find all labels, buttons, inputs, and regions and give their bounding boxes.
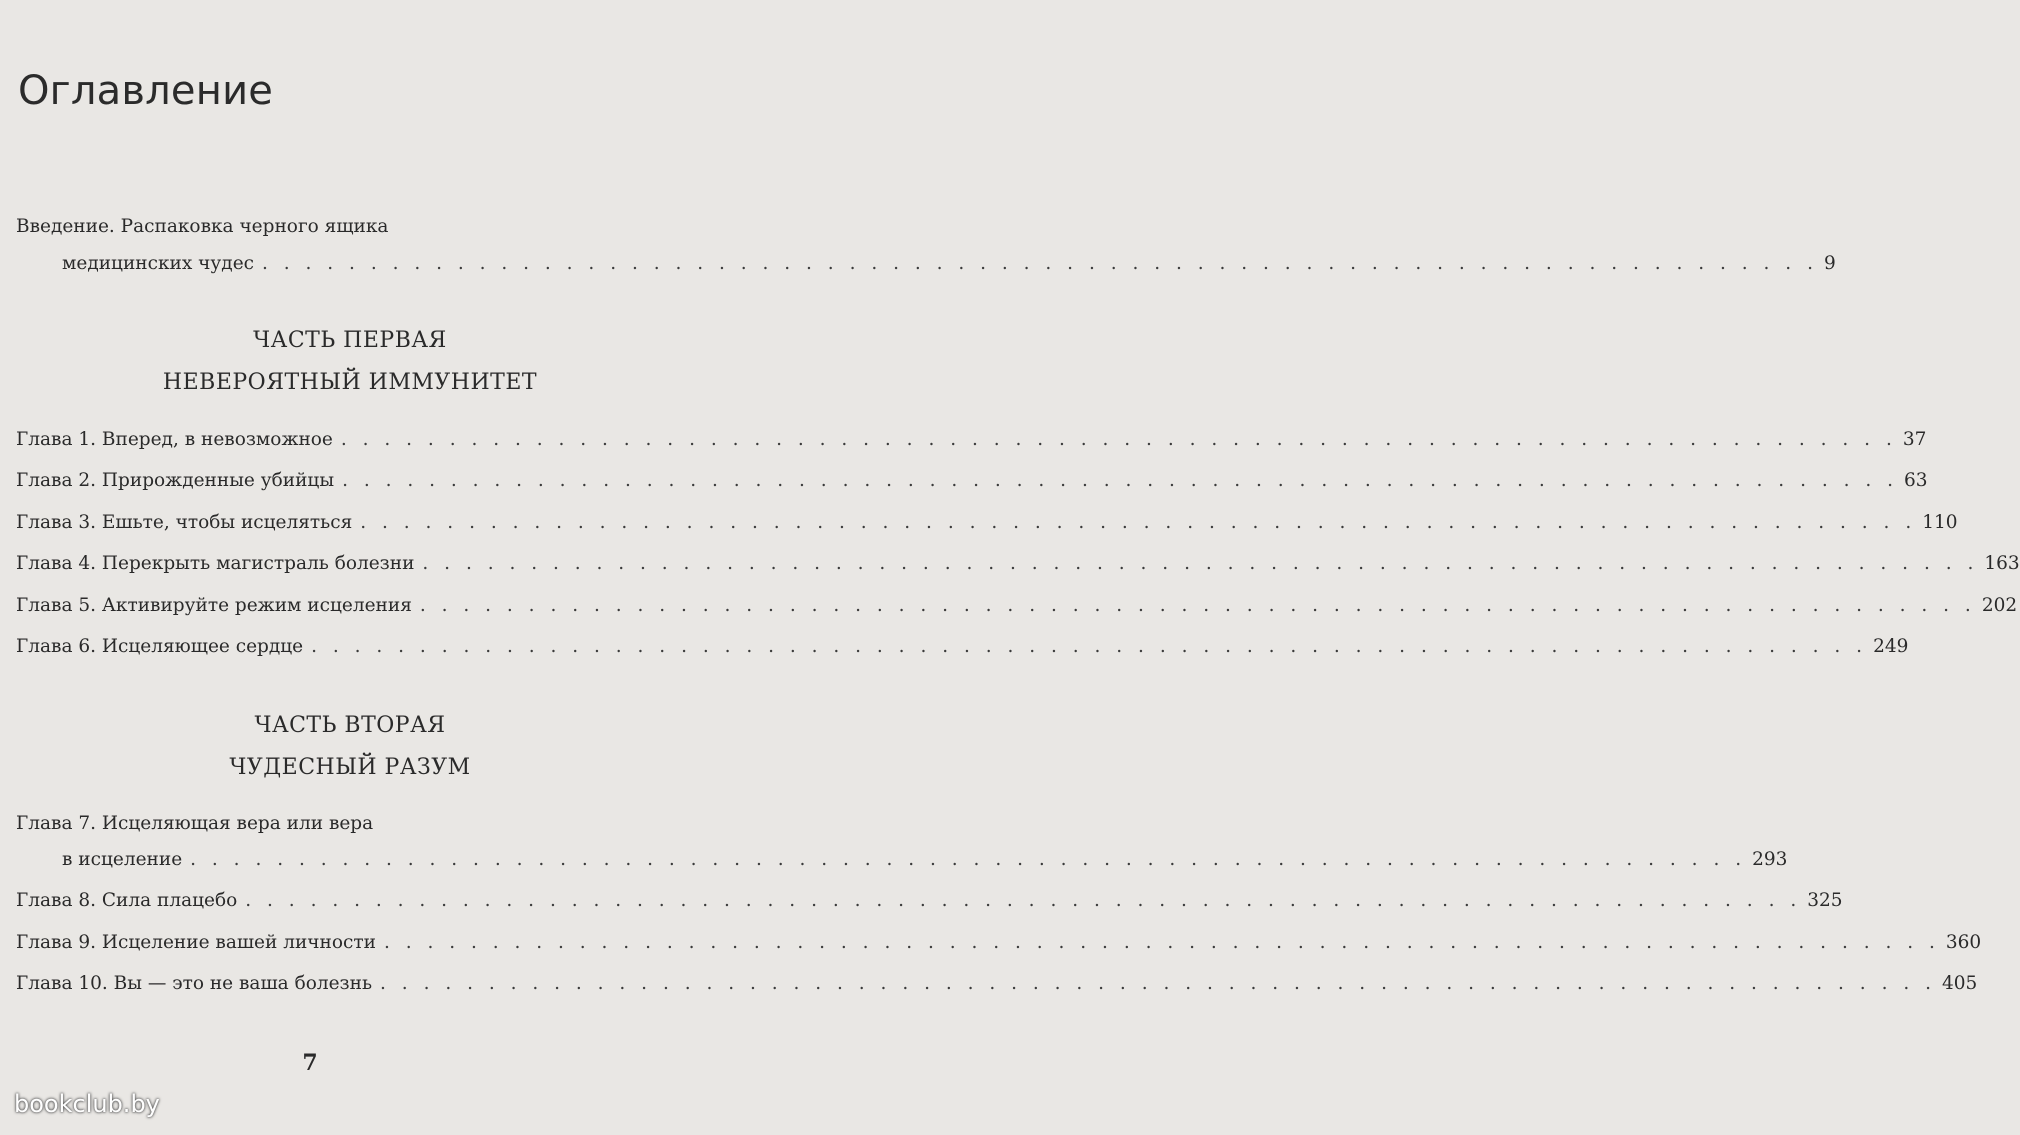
toc-chapter-title: Глава 1. Вперед, в невозможное xyxy=(16,429,333,450)
toc-chapter-title-cont: в исцеление xyxy=(62,849,183,870)
toc-intro-entry xyxy=(62,252,1836,276)
dot-leader: . . . . . . . . . . . . . . . . . . . . . . . . . . . . . . . . . . . . . . . . . . . . . . . . . . . . . . . . . . . . . . . . . . . . . . . . xyxy=(422,553,1979,574)
toc-page-number: 249 xyxy=(1873,636,1909,657)
dot-leader: . . . . . . . . . . . . . . . . . . . . . . . . . . . . . . . . . . . . . . . . . . . . . . . . . . . . . . . . . . . . . . . . . . . . . . . . xyxy=(340,429,1897,450)
toc-chapter-title: Глава 7. Исцеляющая вера или вера xyxy=(16,813,374,834)
toc-entry xyxy=(16,469,1928,493)
watermark: bookclub.by xyxy=(14,1090,160,1118)
toc-entry xyxy=(16,428,1927,452)
toc-entry xyxy=(16,594,2018,618)
toc-chapter-title: Глава 5. Активируйте режим исцеления xyxy=(16,595,412,616)
toc-intro-line1: Введение. Распаковка черного ящика xyxy=(16,216,389,237)
toc-entry xyxy=(16,511,1958,535)
dot-leader: . . . . . . . . . . . . . . . . . . . . . . . . . . . . . . . . . . . . . . . . . . . . . . . . . . . . . . . . . . . . . . . . . . . . . . . . xyxy=(311,636,1868,657)
toc-page-number: 37 xyxy=(1902,429,1927,450)
toc-page-number: 325 xyxy=(1807,890,1843,911)
toc-intro-line2: медицинских чудес xyxy=(62,253,255,274)
toc-entry xyxy=(16,889,1843,913)
toc-entry xyxy=(62,848,1788,872)
dot-leader: . . . . . . . . . . . . . . . . . . . . . . . . . . . . . . . . . . . . . . . . . . . . . . . . . . . . . . . . . . . . . . . . . . . . . . . . xyxy=(380,973,1936,994)
toc-chapter-title: Глава 10. Вы — это не ваша болезнь xyxy=(16,973,373,994)
toc-page-number: 63 xyxy=(1904,470,1928,491)
toc-page-number: 360 xyxy=(1945,932,1982,953)
toc-page-number: 405 xyxy=(1941,973,1978,994)
dot-leader: . . . . . . . . . . . . . . . . . . . . . . . . . . . . . . . . . . . . . . . . . . . . . . . . . . . . . . . . . . . . . . . . . . . . . . . . xyxy=(262,253,1818,274)
dot-leader: . . . . . . . . . . . . . . . . . . . . . . . . . . . . . . . . . . . . . . . . . . . . . . . . . . . . . . . . . . . . . . . . . . . . . . . . xyxy=(360,512,1917,533)
page-number: 7 xyxy=(302,1050,318,1076)
dot-leader: . . . . . . . . . . . . . . . . . . . . . . . . . . . . . . . . . . . . . . . . . . . . . . . . . . . . . . . . . . . . . . . . . . . . . . . . xyxy=(190,849,1747,870)
toc-chapter-title: Глава 2. Прирожденные убийцы xyxy=(16,470,335,491)
dot-leader: . . . . . . . . . . . . . . . . . . . . . . . . . . . . . . . . . . . . . . . . . . . . . . . . . . . . . . . . . . . . . . . . . . . . . . . . xyxy=(419,595,1976,616)
toc-chapter-title: Глава 3. Ешьте, чтобы исцеляться xyxy=(16,512,353,533)
toc-chapter-title: Глава 8. Сила плацебо xyxy=(16,890,238,911)
part-subheading: ЧУДЕСНЫЙ РАЗУМ xyxy=(229,755,471,780)
dot-leader: . . . . . . . . . . . . . . . . . . . . . . . . . . . . . . . . . . . . . . . . . . . . . . . . . . . . . . . . . . . . . . . . . . . . . . . . xyxy=(383,932,1940,953)
toc-chapter-title: Глава 9. Исцеление вашей личности xyxy=(16,932,376,953)
toc-entry xyxy=(16,931,1982,955)
part-heading: ЧАСТЬ ВТОРАЯ xyxy=(254,713,446,738)
part-heading: ЧАСТЬ ПЕРВАЯ xyxy=(253,328,447,353)
toc-page-number: 9 xyxy=(1823,253,1836,274)
toc-page-number: 163 xyxy=(1984,553,2020,574)
dot-leader: . . . . . . . . . . . . . . . . . . . . . . . . . . . . . . . . . . . . . . . . . . . . . . . . . . . . . . . . . . . . . . . . . . . . . . . . xyxy=(342,470,1898,491)
page-title: Оглавление xyxy=(18,68,274,114)
toc-entry xyxy=(16,552,2020,576)
toc-entry xyxy=(16,972,1978,996)
dot-leader: . . . . . . . . . . . . . . . . . . . . . . . . . . . . . . . . . . . . . . . . . . . . . . . . . . . . . . . . . . . . . . . . . . . . . . . . xyxy=(245,890,1802,911)
toc-page-number: 110 xyxy=(1922,512,1958,533)
toc-chapter-title: Глава 4. Перекрыть магистраль болезни xyxy=(16,553,415,574)
toc-page-number: 202 xyxy=(1981,595,2018,616)
part-subheading: НЕВЕРОЯТНЫЙ ИММУНИТЕТ xyxy=(162,370,538,395)
toc-page-number: 293 xyxy=(1752,849,1788,870)
toc-entry xyxy=(16,635,1909,659)
toc-chapter-title: Глава 6. Исцеляющее сердце xyxy=(16,636,304,657)
